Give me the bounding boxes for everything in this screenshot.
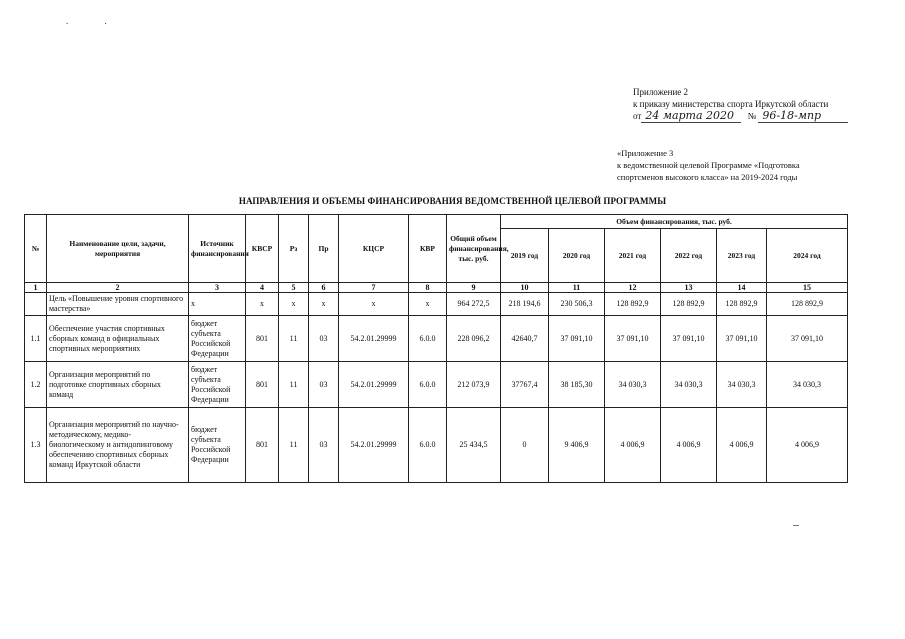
col-number: 2 xyxy=(47,283,189,293)
col-number: 10 xyxy=(501,283,549,293)
table-cell: 4 006,9 xyxy=(717,408,767,483)
row-1-1 xyxy=(25,316,848,362)
col-number: 12 xyxy=(605,283,661,293)
table-cell: 218 194,6 xyxy=(501,293,549,316)
table-cell: х xyxy=(339,293,409,316)
header-year: 2022 год xyxy=(661,229,717,283)
scan-mark xyxy=(793,525,799,526)
handwritten-date: 24 марта 2020 xyxy=(641,110,741,123)
header-year: 2024 год xyxy=(767,229,848,283)
table-cell: Организация мероприятий по подготовке спортивных сборных команд xyxy=(47,362,189,408)
table-cell: 128 892,9 xyxy=(717,293,767,316)
table-cell: 42640,7 xyxy=(501,316,549,362)
appendix-order: к приказу министерства спорта Иркутской области xyxy=(633,99,829,109)
table-cell: 37767,4 xyxy=(501,362,549,408)
table-cell: 37 091,10 xyxy=(549,316,605,362)
speck: . xyxy=(104,16,107,26)
table-cell: бюджет субъекта Российской Федерации xyxy=(189,408,246,483)
table-cell: 6.0.0 xyxy=(409,408,447,483)
table-cell: 11 xyxy=(279,316,309,362)
col-number: 6 xyxy=(309,283,339,293)
table-cell: х xyxy=(189,293,246,316)
table-cell: 128 892,9 xyxy=(767,293,848,316)
table-cell: 1.2 xyxy=(25,362,47,408)
col-number: 3 xyxy=(189,283,246,293)
header-kvr: КВР xyxy=(409,215,447,283)
table-cell: 34 030,3 xyxy=(717,362,767,408)
table-cell: 37 091,10 xyxy=(767,316,848,362)
table-cell: 03 xyxy=(309,362,339,408)
table-cell: 37 091,10 xyxy=(605,316,661,362)
appendix3-period: спортсменов высокого класса» на 2019-2024 годы xyxy=(617,172,798,182)
col-number: 5 xyxy=(279,283,309,293)
table-cell: 9 406,9 xyxy=(549,408,605,483)
col-number: 4 xyxy=(246,283,279,293)
header-num: № xyxy=(25,215,47,283)
row-goal xyxy=(25,293,848,316)
data-rows xyxy=(25,293,848,483)
header-total: Общий объем финансирования, тыс. руб. xyxy=(447,215,501,283)
table-cell xyxy=(25,293,47,316)
table-cell: 03 xyxy=(309,316,339,362)
col-number: 1 xyxy=(25,283,47,293)
table-cell: 1.3 xyxy=(25,408,47,483)
table-cell: 801 xyxy=(246,408,279,483)
appendix3-program: к ведомственной целевой Программе «Подготовка xyxy=(617,160,800,170)
table-cell: 212 073,9 xyxy=(447,362,501,408)
col-number: 11 xyxy=(549,283,605,293)
appendix3-title: «Приложение 3 xyxy=(617,148,674,158)
table-cell: 54.2.01.29999 xyxy=(339,408,409,483)
table-cell: х xyxy=(246,293,279,316)
col-number: 13 xyxy=(661,283,717,293)
col-number: 14 xyxy=(717,283,767,293)
number-label: № xyxy=(747,111,757,121)
table-cell: 34 030,3 xyxy=(661,362,717,408)
table-cell: 1.1 xyxy=(25,316,47,362)
table-cell: 801 xyxy=(246,316,279,362)
speck: . xyxy=(66,16,69,26)
from-label: от xyxy=(633,111,642,121)
table-cell: 6.0.0 xyxy=(409,316,447,362)
table-cell: 128 892,9 xyxy=(605,293,661,316)
header-kcsr: КЦСР xyxy=(339,215,409,283)
table-cell: бюджет субъекта Российской Федерации xyxy=(189,316,246,362)
handwritten-number: 96-18-мпр xyxy=(758,110,848,123)
table-cell: 230 506,3 xyxy=(549,293,605,316)
header-rz: Рз xyxy=(279,215,309,283)
header-pr: Пр xyxy=(309,215,339,283)
table-cell: 4 006,9 xyxy=(661,408,717,483)
header-volume: Объем финансирования, тыс. руб. xyxy=(501,215,848,229)
table-cell: х xyxy=(409,293,447,316)
table-cell: Обеспечение участия спортивных сборных команд в официальных спортивных мероприятиях xyxy=(47,316,189,362)
table-cell: 228 096,2 xyxy=(447,316,501,362)
table-cell: 4 006,9 xyxy=(605,408,661,483)
appendix3-block xyxy=(617,147,800,183)
table-cell: 37 091,10 xyxy=(717,316,767,362)
table-cell: 128 892,9 xyxy=(661,293,717,316)
header-source: Источник финансирования xyxy=(189,215,246,283)
financing-table xyxy=(24,214,848,483)
table-cell: 11 xyxy=(279,362,309,408)
col-number: 15 xyxy=(767,283,848,293)
table-cell: 34 030,3 xyxy=(767,362,848,408)
column-numbers-row xyxy=(25,283,848,293)
header-year: 2020 год xyxy=(549,229,605,283)
table-cell: Организация мероприятий по научно-методическому, медико-биологическому и антидопинговому обеспечению спортивных сборных команд Иркутской области xyxy=(47,408,189,483)
appendix-date-line xyxy=(633,110,848,123)
table-cell: 6.0.0 xyxy=(409,362,447,408)
table-cell: 25 434,5 xyxy=(447,408,501,483)
header-year: 2021 год xyxy=(605,229,661,283)
header-kvsr: КВСР xyxy=(246,215,279,283)
table-cell: бюджет субъекта Российской Федерации xyxy=(189,362,246,408)
table-cell: 54.2.01.29999 xyxy=(339,362,409,408)
scan-specks xyxy=(66,16,141,26)
col-number: 7 xyxy=(339,283,409,293)
header-name: Наименование цели, задачи, мероприятия xyxy=(47,215,189,283)
table-cell: 37 091,10 xyxy=(661,316,717,362)
document-title: НАПРАВЛЕНИЯ И ОБЪЕМЫ ФИНАНСИРОВАНИЯ ВЕДОМСТВЕННОЙ ЦЕЛЕВОЙ ПРОГРАММЫ xyxy=(238,196,667,206)
col-number: 9 xyxy=(447,283,501,293)
table-cell: 801 xyxy=(246,362,279,408)
header-year: 2023 год xyxy=(717,229,767,283)
table-cell: 4 006,9 xyxy=(767,408,848,483)
table-cell: 964 272,5 xyxy=(447,293,501,316)
table-cell: х xyxy=(279,293,309,316)
table-cell: 0 xyxy=(501,408,549,483)
table-cell: Цель «Повышение уровня спортивного мастерства» xyxy=(47,293,189,316)
table-cell: 03 xyxy=(309,408,339,483)
header-year: 2019 год xyxy=(501,229,549,283)
row-1-2 xyxy=(25,362,848,408)
appendix-title: Приложение 2 xyxy=(633,87,689,97)
table-cell: 11 xyxy=(279,408,309,483)
table-cell: 38 185,30 xyxy=(549,362,605,408)
appendix-block xyxy=(633,86,848,123)
table-cell: х xyxy=(309,293,339,316)
table-cell: 34 030,3 xyxy=(605,362,661,408)
row-1-3 xyxy=(25,408,848,483)
table-cell: 54.2.01.29999 xyxy=(339,316,409,362)
col-number: 8 xyxy=(409,283,447,293)
